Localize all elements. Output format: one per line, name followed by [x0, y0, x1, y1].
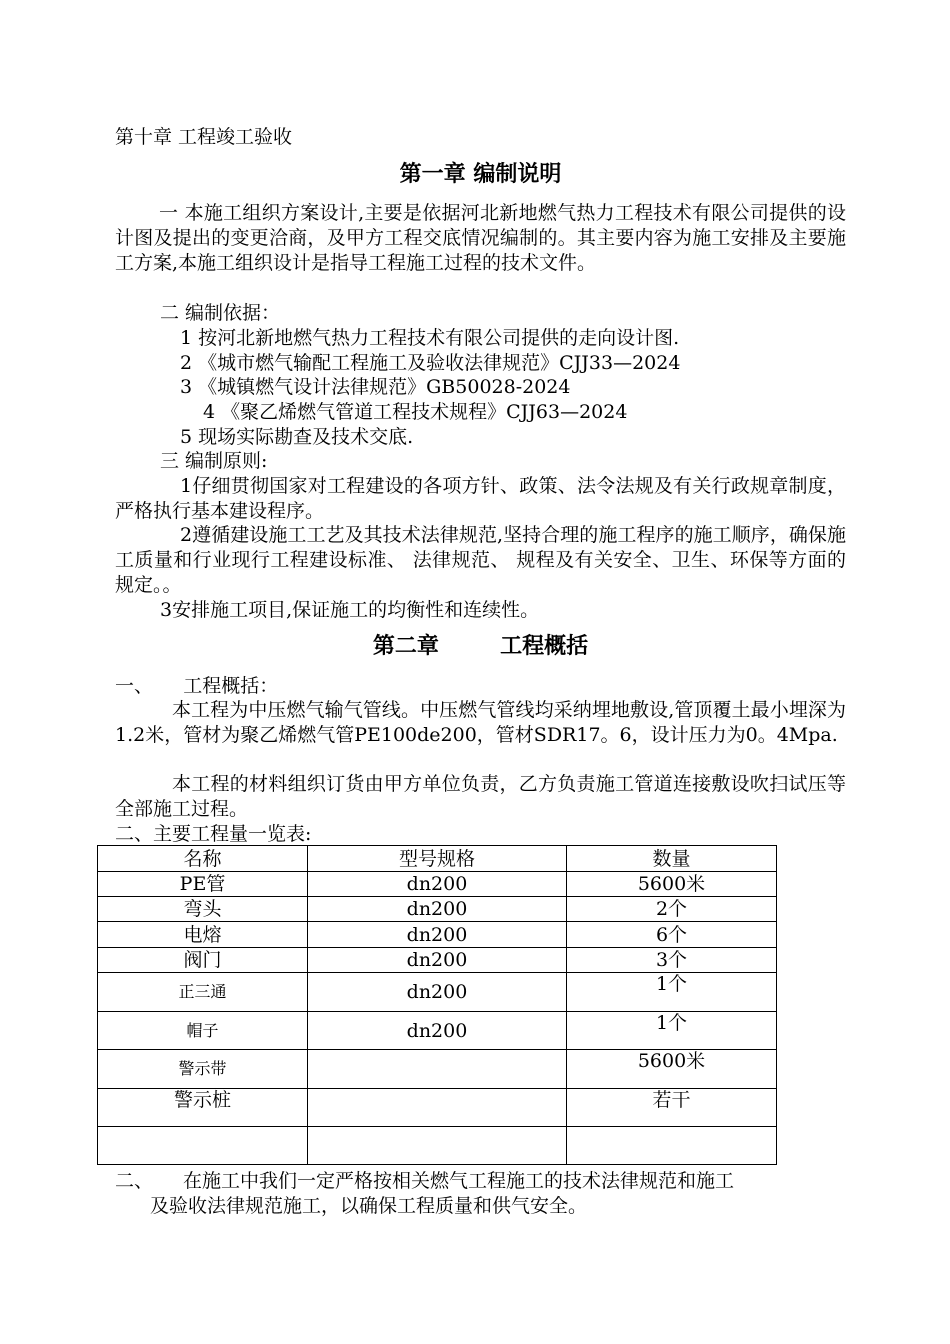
cell-qty: 3个 — [567, 948, 777, 973]
overview-heading: 一、 工程概括： — [115, 675, 279, 697]
cell-qty: 2个 — [567, 897, 777, 922]
quantity-table — [97, 845, 777, 1165]
cell-name: 帽子 — [98, 1012, 308, 1050]
cell-name: 正三通 — [98, 973, 308, 1012]
table-row — [98, 1012, 777, 1050]
cell-name: 警示桩 — [98, 1089, 308, 1127]
principle-2: 2遵循建设施工工艺及其技术法律规范,坚持合理的施工程序的施工顺序，确保施工质量和行业现行工程建设标准、 法律规范、 规程及有关安全、卫生、环保等方面的规定。。 — [115, 524, 846, 596]
overview-paragraph-1: 本工程为中压燃气输气管线。中压燃气管线均采纳埋地敷设,管顶覆土最小埋深为1.2米，管材为聚乙烯燃气管PE100de200，管材SDR17。6，设计压力为0。4Mpa. — [115, 699, 846, 746]
table-row — [98, 1089, 777, 1127]
basis-heading: 二 编制依据： — [160, 302, 281, 324]
basis-item-1: 1 按河北新地燃气热力工程技术有限公司提供的走向设计图. — [180, 327, 680, 349]
cell-name: 弯头 — [98, 897, 308, 922]
table-header-row — [98, 846, 777, 872]
cell-name: 电熔 — [98, 922, 308, 948]
cell-name — [98, 1127, 308, 1165]
table-row — [98, 973, 777, 1012]
chapter1-title: 第一章 编制说明 — [399, 162, 562, 187]
chapter1-paragraph-1: 一 本施工组织方案设计,主要是依据河北新地燃气热力工程技术有限公司提供的设计图及提出的变更洽商，及甲方工程交底情况编制的。其主要内容为施工安排及主要施工方案,本施工组织设计是指导工程施工过程的技术文件。 — [115, 202, 846, 274]
cell-spec: dn200 — [308, 1012, 567, 1050]
header-spec: 型号规格 — [308, 846, 567, 872]
header-name: 名称 — [98, 846, 308, 872]
cell-qty: 6个 — [567, 922, 777, 948]
basis-item-3: 3 《城镇燃气设计法律规范》GB50028-2024 — [180, 376, 571, 398]
table-row — [98, 897, 777, 922]
closing-line-2: 及验收法律规范施工，以确保工程质量和供气安全。 — [150, 1195, 588, 1217]
toc-line: 第十章 工程竣工验收 — [115, 126, 293, 148]
principle-3: 3安排施工项目,保证施工的均衡性和连续性。 — [160, 599, 540, 621]
cell-spec: dn200 — [308, 872, 567, 897]
table-row — [98, 922, 777, 948]
table-row — [98, 1050, 777, 1089]
cell-qty: 5600米 — [567, 1050, 777, 1089]
table-row — [98, 1127, 777, 1165]
cell-name: 警示带 — [98, 1050, 308, 1089]
cell-name: 阀门 — [98, 948, 308, 973]
cell-spec — [308, 1127, 567, 1165]
closing-line-1: 在施工中我们一定严格按相关燃气工程施工的技术法律规范和施工 — [183, 1170, 735, 1192]
cell-spec: dn200 — [308, 948, 567, 973]
principle-1: 1仔细贯彻国家对工程建设的各项方针、政策、法令法规及有关行政规章制度，严格执行基本建设程序。 — [115, 475, 846, 522]
basis-item-5: 5 现场实际勘查及技术交底. — [180, 426, 414, 448]
cell-spec — [308, 1050, 567, 1089]
cell-qty: 5600米 — [567, 872, 777, 897]
cell-qty: 若干 — [567, 1089, 777, 1127]
cell-name: PE管 — [98, 872, 308, 897]
cell-spec: dn200 — [308, 973, 567, 1012]
overview-paragraph-2: 本工程的材料组织订货由甲方单位负责，乙方负责施工管道连接敷设吹扫试压等全部施工过程。 — [115, 773, 846, 820]
table-row — [98, 948, 777, 973]
cell-spec: dn200 — [308, 897, 567, 922]
principles-heading: 三 编制原则: — [160, 450, 268, 472]
cell-qty: 1个 — [567, 1012, 777, 1050]
cell-spec — [308, 1089, 567, 1127]
table-row — [98, 872, 777, 897]
chapter2-title: 第二章 工程概括 — [372, 634, 589, 659]
cell-qty — [567, 1127, 777, 1165]
table-heading: 二、主要工程量一览表: — [115, 823, 312, 845]
header-qty: 数量 — [567, 846, 777, 872]
cell-qty: 1个 — [567, 973, 777, 1012]
basis-item-2: 2 《城市燃气输配工程施工及验收法律规范》CJJ33—2024 — [180, 352, 681, 374]
closing-marker: 二、 — [115, 1170, 154, 1192]
basis-item-4: 4 《聚乙烯燃气管道工程技术规程》CJJ63—2024 — [203, 401, 628, 423]
cell-spec: dn200 — [308, 922, 567, 948]
